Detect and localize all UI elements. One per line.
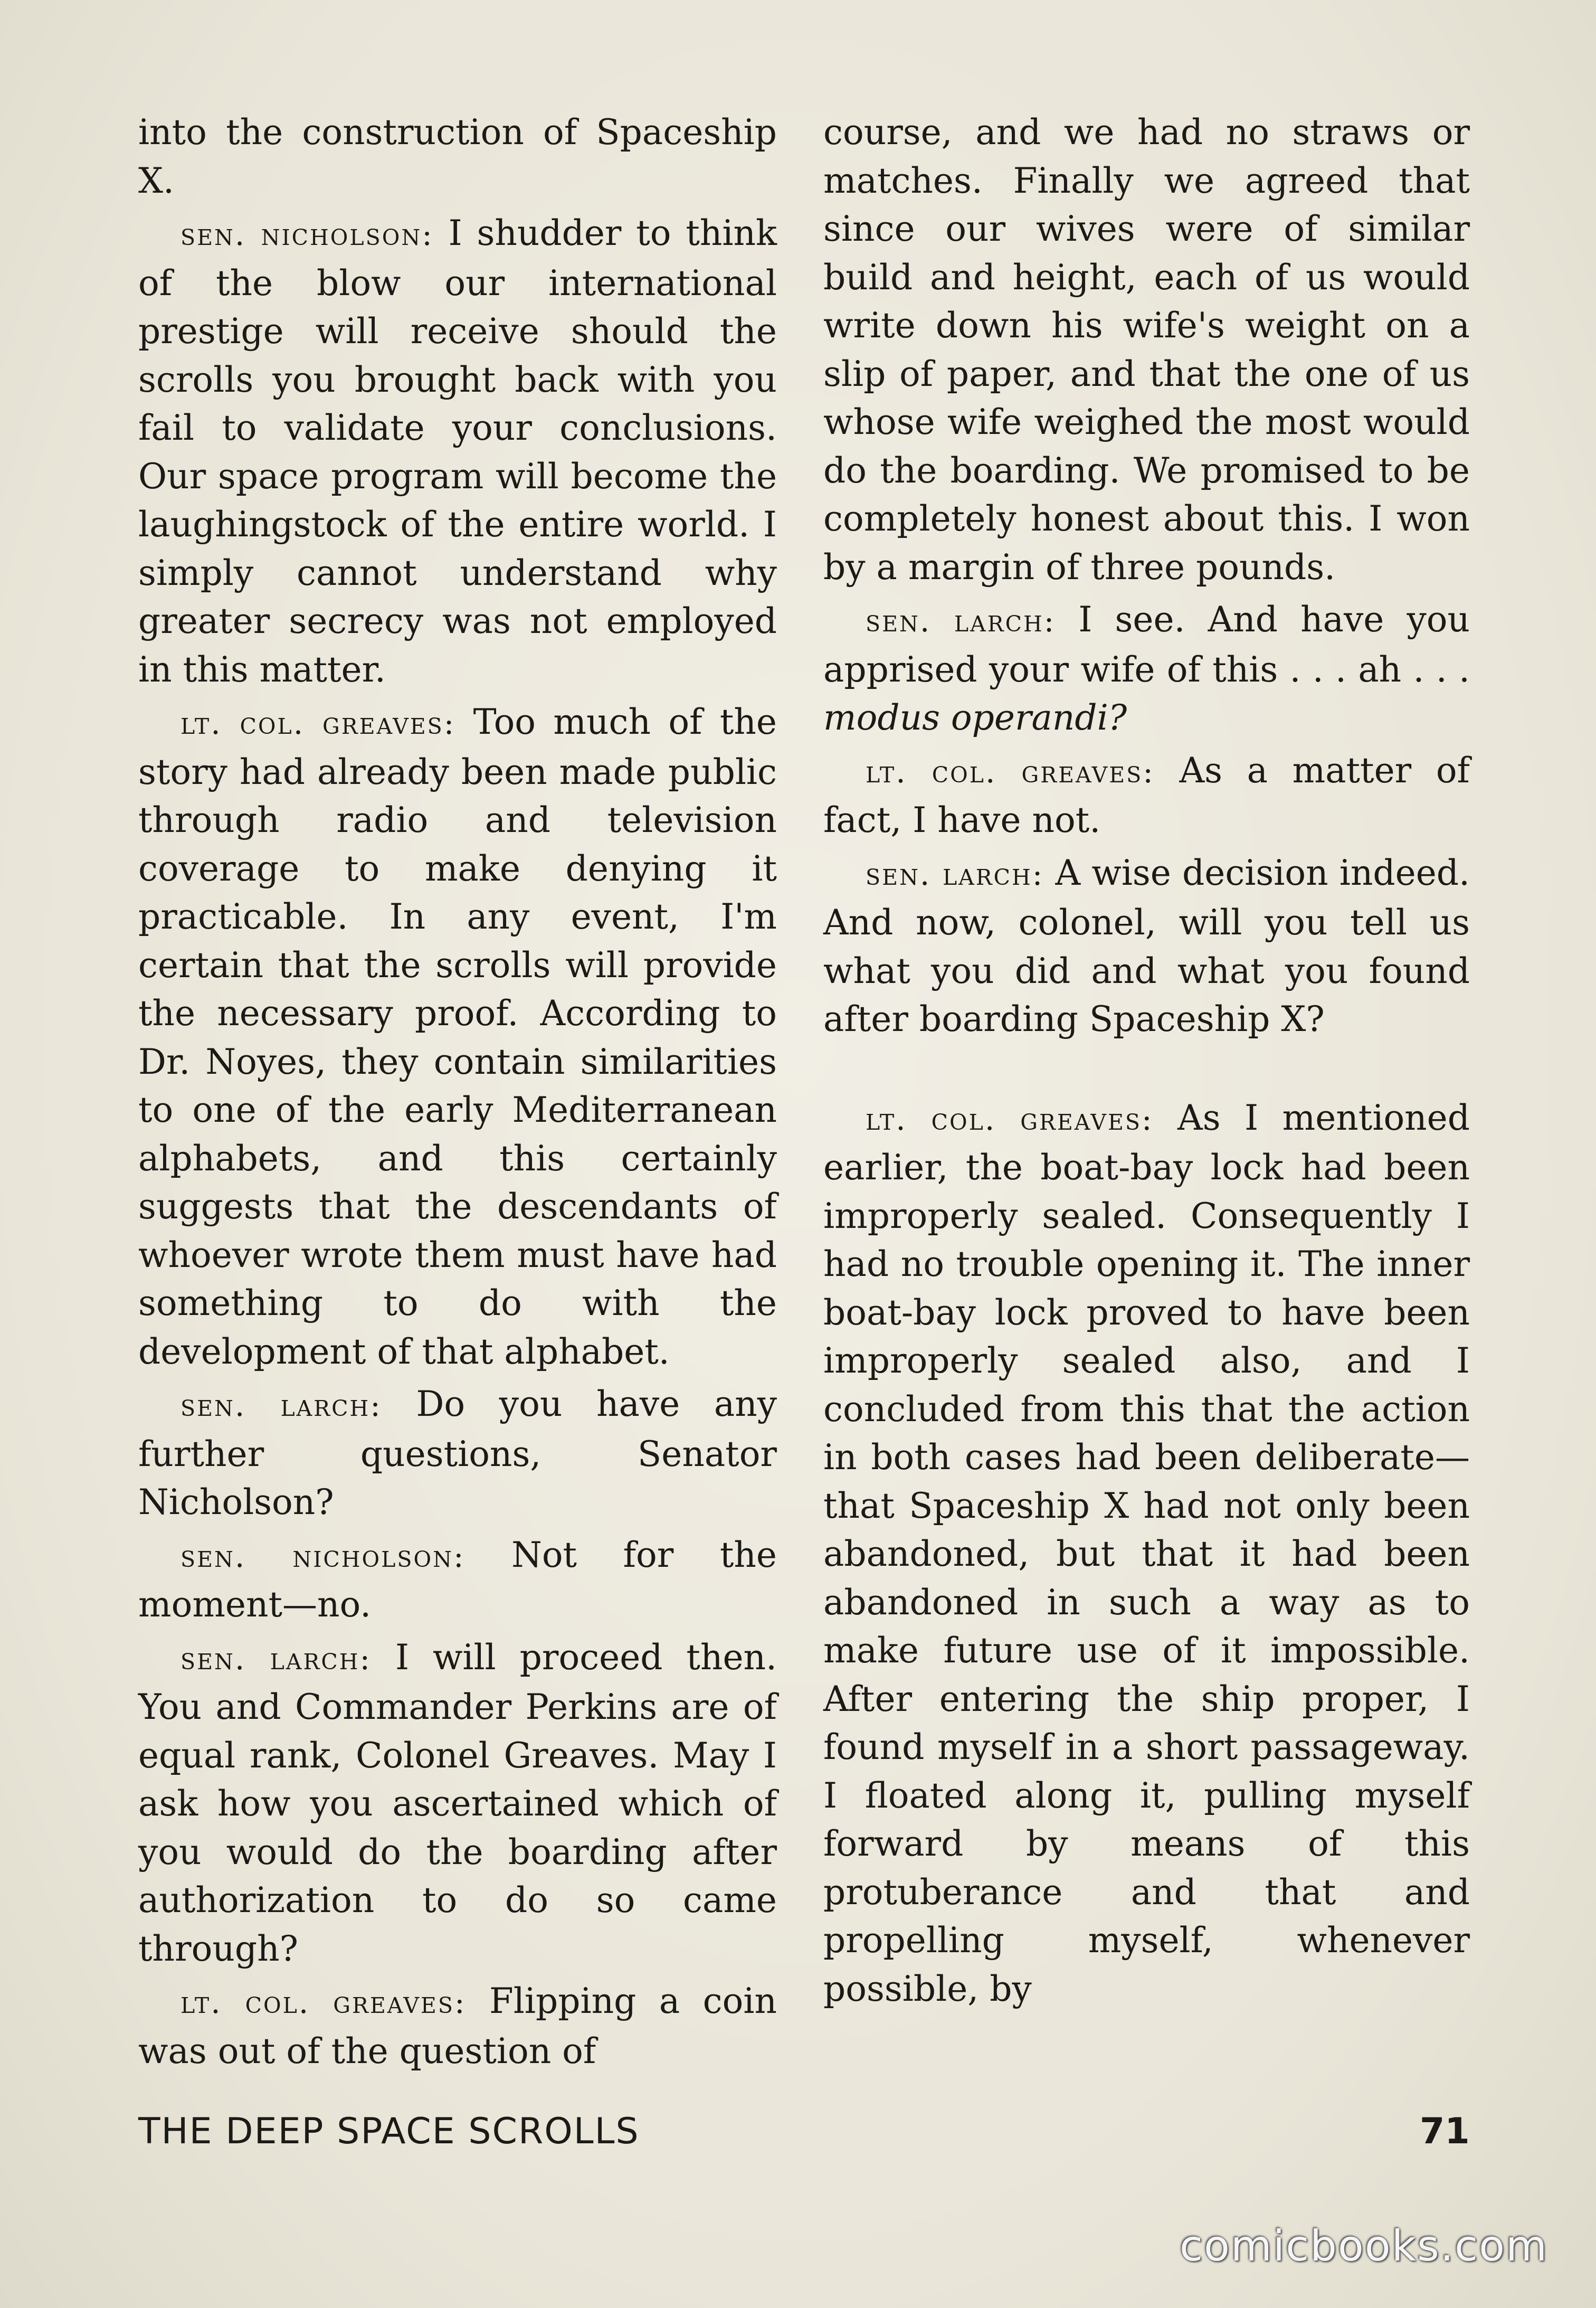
paragraph-text: Not for the moment—no.	[138, 1534, 777, 1625]
paragraph	[138, 209, 777, 694]
paragraph-text: I see. And have you apprised your wife of this . . . ah . . .	[823, 599, 1470, 690]
speaker-label: sen. larch:	[180, 1387, 382, 1423]
paragraph	[823, 108, 1470, 591]
paragraph-text: I will proceed then. You and Commander Perkins are of equal rank, Colonel Greaves. May I ask how you ascertained which of you would do the boarding after authorization to do so came through?	[138, 1637, 777, 1969]
paragraph-text: Too much of the story had already been made public through radio and television coverage to make denying it practicable. In any event, I'm certain that the scrolls will provide the necessary proof. According to Dr. Noyes, they contain similarities to one of the early Mediterranean alphabets, and this certainly suggests that the descendants of whoever wrote them must have had something to do with the development of that alphabet.	[138, 702, 777, 1372]
speaker-label: sen. larch:	[866, 856, 1044, 892]
paragraph-text: I shudder to think of the blow our international prestige will receive should the scrolls you brought back with you fail to validate your conclusions. Our space program will become the laughingstock of the entire world. I simply cannot understand why greater secrecy was not employed in this matter.	[138, 213, 777, 690]
paragraph	[138, 1633, 777, 1973]
speaker-label: lt. col. greaves:	[866, 1101, 1154, 1137]
paragraph	[823, 595, 1470, 742]
speaker-label: lt. col. greaves:	[866, 753, 1155, 790]
paragraph	[138, 1977, 777, 2075]
paragraph	[823, 746, 1470, 845]
paragraph-text: course, and we had no straws or matches. Finally we agreed that since our wives were of similar build and height, each of us would write down his wife's weight on a slip of paper, and that the one of us whose wife weighed the most would do the boarding. We promised to be completely honest about this. I won by a margin of three pounds.	[823, 112, 1470, 588]
watermark-logo: comicbooks.com	[1180, 2221, 1548, 2271]
speaker-label: lt. col. greaves:	[180, 705, 456, 741]
paragraph-text: As I mentioned earlier, the boat-bay lock had been improperly sealed. Consequently I had no trouble opening it. The inner boat-bay lock proved to have been improperly sealed also, and I concluded from this that the action in both cases had been deliberate—that Spaceship X had not only been abandoned, but that it had been abandoned in such a way as to make future use of it impossible. After entering the ship proper, I found myself in a short passageway. I floated along it, pulling myself forward by means of this protuberance and that and propelling myself, whenever possible, by	[823, 1097, 1470, 2009]
paragraph-text: Flipping a coin was out of the question of	[138, 1981, 777, 2071]
speaker-label: sen. nicholson:	[180, 216, 434, 252]
speaker-label: sen. larch:	[866, 603, 1056, 639]
paragraph	[138, 1531, 777, 1629]
paragraph-text: A wise decision indeed. And now, colonel, will you tell us what you did and what you found after boarding Spaceship X?	[823, 852, 1470, 1039]
speaker-label: sen. larch:	[180, 1640, 372, 1677]
running-head: THE DEEP SPACE SCROLLS	[138, 2111, 640, 2152]
paragraph	[138, 698, 777, 1376]
paragraph-text: As a matter of fact, I have not.	[823, 750, 1470, 840]
paragraph	[823, 1094, 1470, 2013]
paragraph	[138, 1380, 777, 1527]
paragraph-text: Do you have any further questions, Senator Nicholson?	[138, 1384, 777, 1522]
speaker-label: sen. nicholson:	[180, 1538, 466, 1574]
left-column	[138, 108, 777, 2079]
paragraph	[823, 849, 1470, 1044]
speaker-label: lt. col. greaves:	[180, 1984, 467, 2020]
paragraph-text: into the construction of Spaceship X.	[138, 112, 777, 201]
italic-phrase: modus operandi?	[823, 697, 1127, 738]
paragraph	[138, 108, 777, 205]
right-column	[823, 108, 1470, 2017]
page-number: 71	[1420, 2111, 1470, 2152]
